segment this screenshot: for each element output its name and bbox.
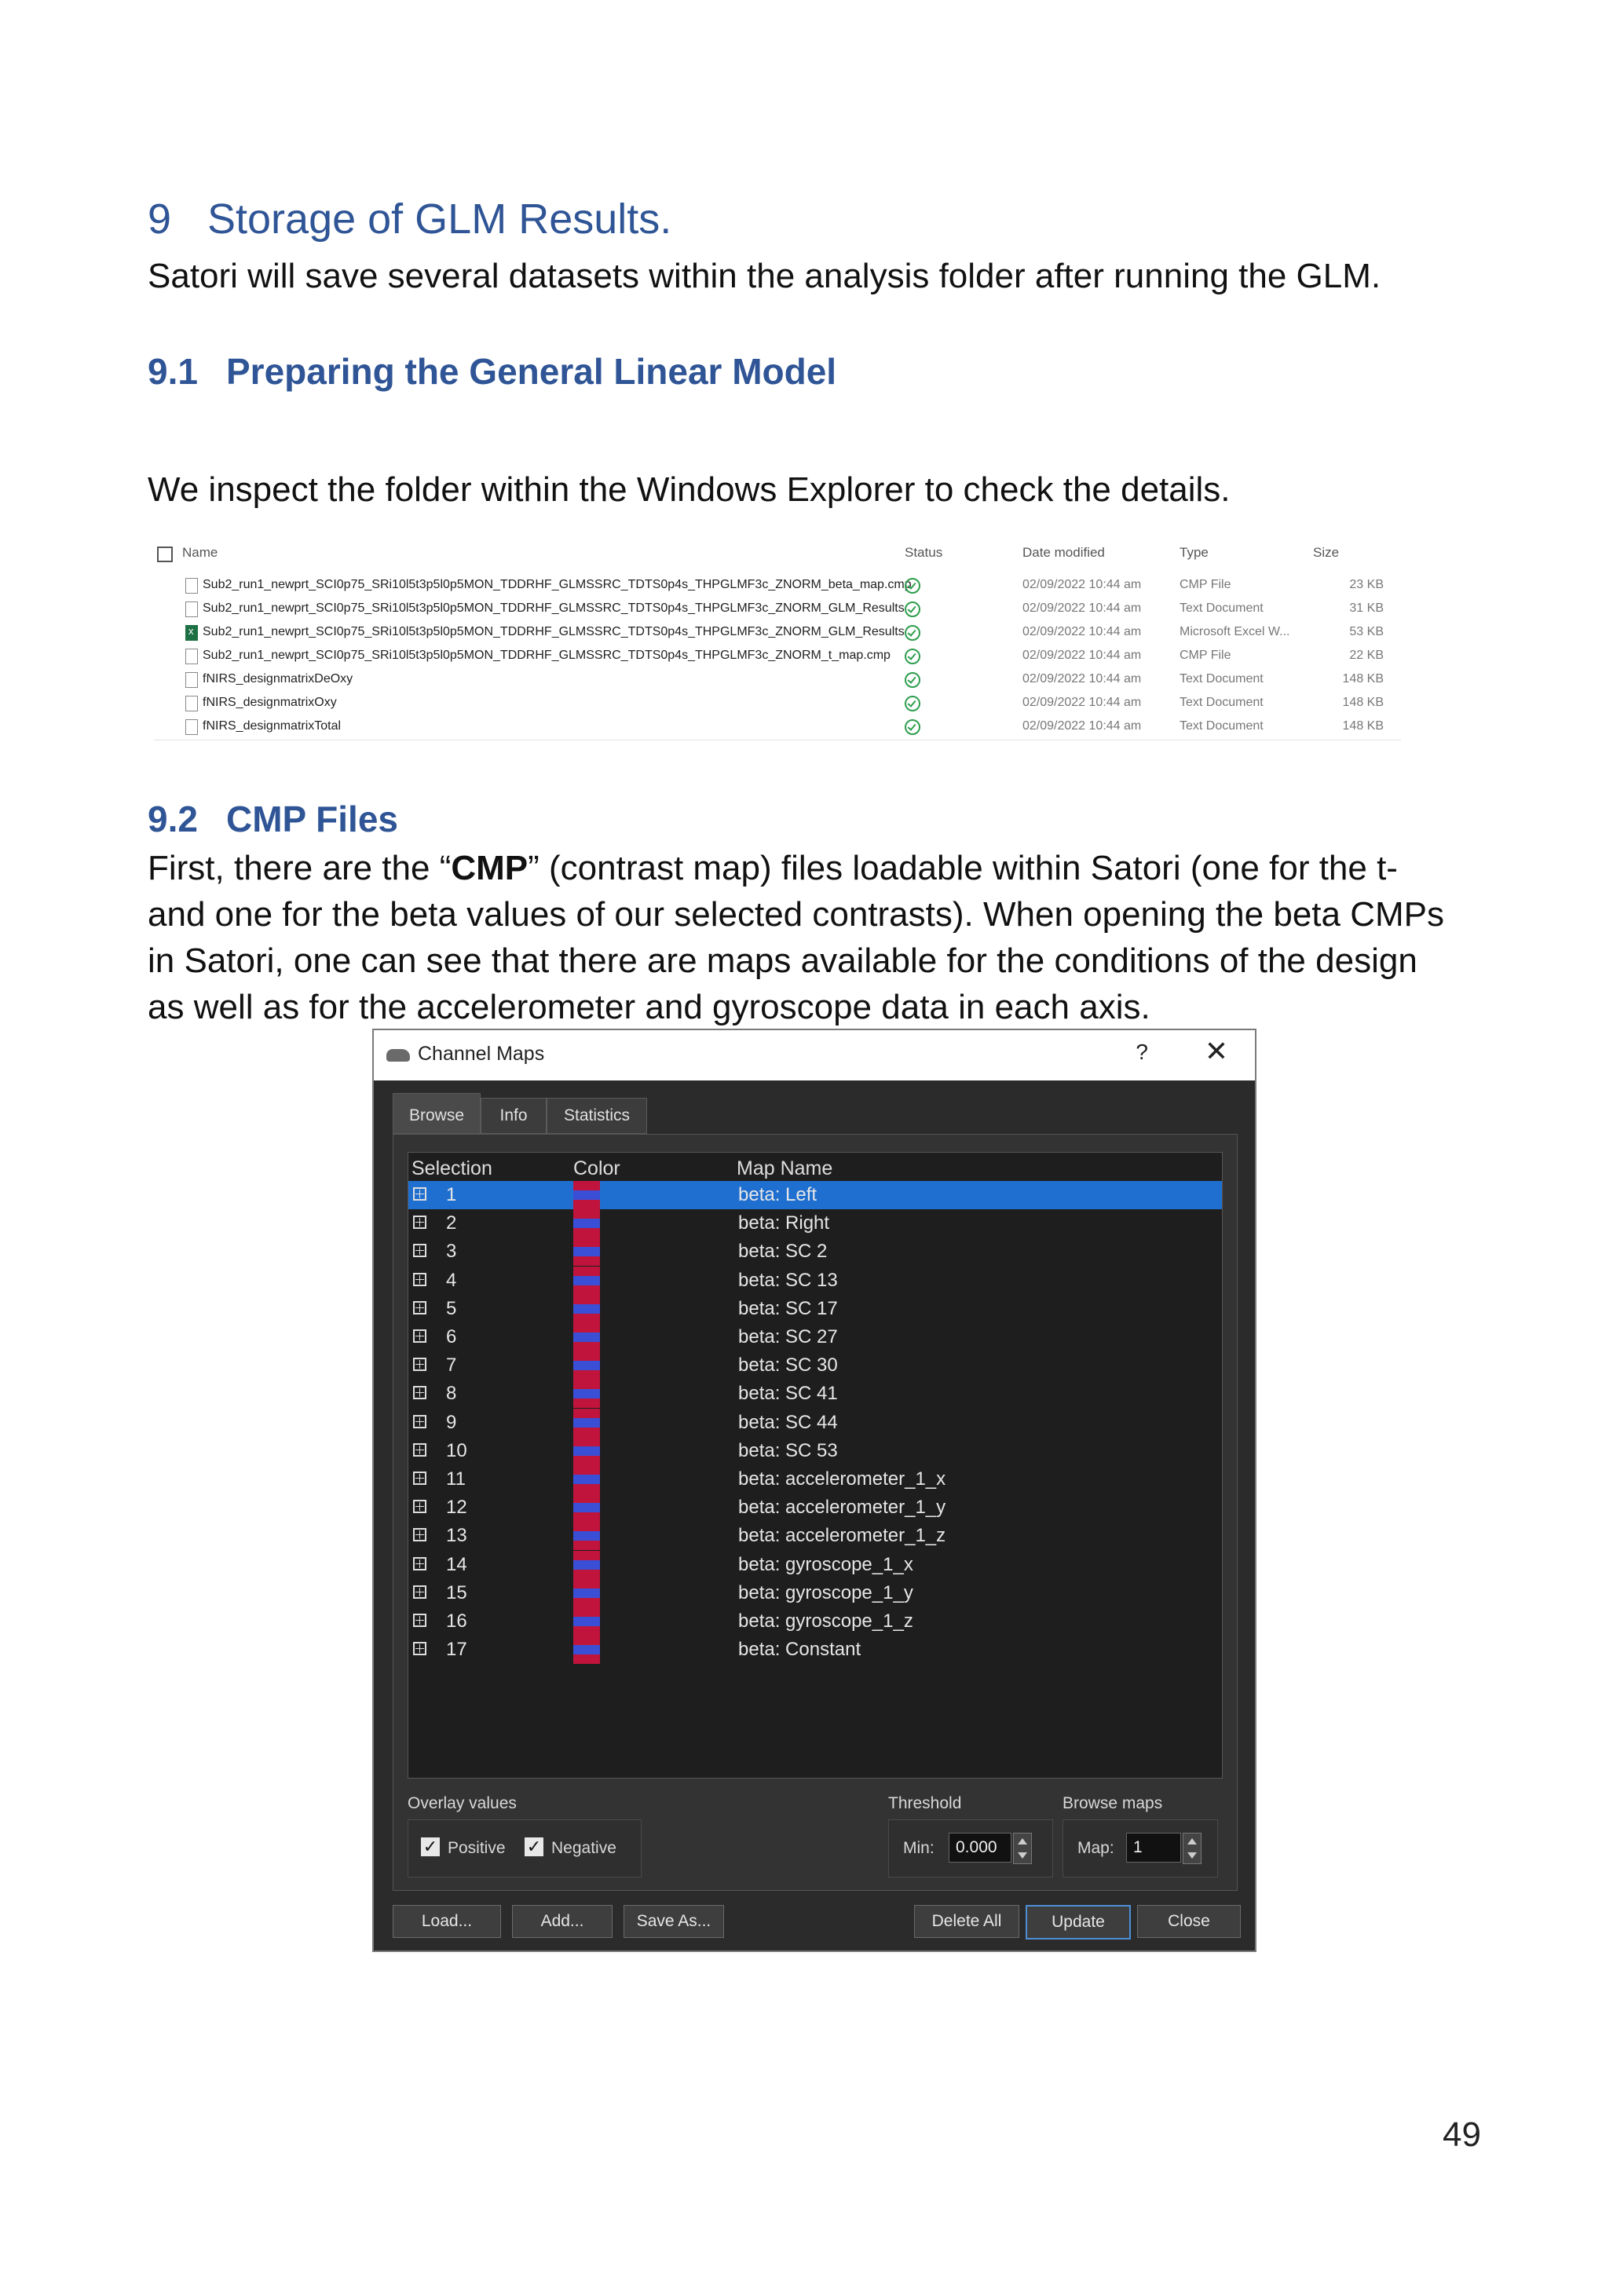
threshold-label: Threshold xyxy=(888,1794,962,1812)
file-row[interactable] xyxy=(154,600,1401,623)
column-type[interactable]: Type xyxy=(1180,545,1209,560)
section-9-1-title: Preparing the General Linear Model xyxy=(226,351,837,392)
positive-checkbox[interactable]: ✓ xyxy=(421,1837,440,1856)
map-number: 3 xyxy=(446,1241,457,1263)
expand-icon[interactable] xyxy=(413,1614,426,1627)
min-threshold-input[interactable]: 0.000 xyxy=(949,1833,1011,1863)
map-spin-arrows[interactable] xyxy=(1183,1833,1202,1864)
line1-pre: First, there are the “ xyxy=(148,849,452,887)
page-number: 49 xyxy=(1443,2115,1481,2154)
map-number: 9 xyxy=(446,1411,457,1433)
file-size: 148 KB xyxy=(1342,696,1384,709)
column-status[interactable]: Status xyxy=(905,545,943,560)
map-number: 1 xyxy=(446,1184,457,1205)
file-name: Sub2_run1_newprt_SCI0p75_SRi10l5t3p5l0p5MON_TDDRHF_GLMSSRC_TDTS0p4s_THPGLMF3c_ZNORM_beta_map.cmp xyxy=(203,578,912,591)
map-row[interactable] xyxy=(408,1295,1222,1323)
map-index-input[interactable]: 1 xyxy=(1126,1833,1181,1863)
dialog-titlebar xyxy=(374,1030,1255,1080)
map-number: 15 xyxy=(446,1581,467,1603)
section-9-title: Storage of GLM Results. xyxy=(207,196,672,243)
file-date: 02/09/2022 10:44 am xyxy=(1022,719,1142,733)
add-button[interactable]: Add... xyxy=(512,1905,613,1938)
expand-icon[interactable] xyxy=(413,1500,426,1513)
color-swatch[interactable] xyxy=(573,1181,600,1209)
file-type: CMP File xyxy=(1180,649,1231,662)
expand-icon[interactable] xyxy=(413,1329,426,1343)
file-size: 23 KB xyxy=(1349,578,1384,591)
map-row[interactable] xyxy=(408,1522,1222,1550)
app-icon xyxy=(386,1049,410,1062)
file-name: fNIRS_designmatrixTotal xyxy=(203,719,342,733)
map-name: beta: SC 17 xyxy=(738,1297,838,1319)
file-date: 02/09/2022 10:44 am xyxy=(1022,672,1142,686)
delete-all-button[interactable]: Delete All xyxy=(914,1905,1019,1938)
close-icon[interactable]: ✕ xyxy=(1204,1035,1228,1067)
column-date-modified[interactable]: Date modified xyxy=(1022,545,1105,560)
file-size: 148 KB xyxy=(1342,672,1384,686)
file-row[interactable] xyxy=(154,647,1401,671)
file-name: fNIRS_designmatrixOxy xyxy=(203,696,337,709)
expand-icon[interactable] xyxy=(413,1415,426,1428)
map-number: 11 xyxy=(446,1468,466,1490)
min-label: Min: xyxy=(903,1839,935,1857)
map-row[interactable] xyxy=(408,1238,1222,1266)
text-file-icon xyxy=(185,696,198,711)
section-9-2-heading xyxy=(148,798,398,840)
map-number: 16 xyxy=(446,1610,467,1632)
column-name[interactable]: Name xyxy=(182,545,218,560)
map-row[interactable] xyxy=(408,1380,1222,1408)
sync-ok-icon xyxy=(905,601,920,617)
paragraph-line-4: as well as for the accelerometer and gyroscope data in each axis. xyxy=(148,988,1150,1026)
expand-icon[interactable] xyxy=(413,1642,426,1655)
map-number: 2 xyxy=(446,1212,457,1234)
color-swatch[interactable] xyxy=(573,1579,600,1607)
select-all-checkbox[interactable] xyxy=(157,547,173,562)
overlay-values-label: Overlay values xyxy=(408,1794,517,1812)
color-swatch[interactable] xyxy=(573,1209,600,1238)
column-map-name[interactable]: Map Name xyxy=(737,1157,833,1179)
color-swatch[interactable] xyxy=(573,1636,600,1664)
file-size: 22 KB xyxy=(1349,649,1384,662)
map-label: Map: xyxy=(1077,1839,1114,1857)
map-row[interactable] xyxy=(408,1437,1222,1465)
negative-label: Negative xyxy=(551,1839,616,1857)
map-name: beta: SC 13 xyxy=(738,1269,838,1291)
file-date: 02/09/2022 10:44 am xyxy=(1022,601,1142,615)
file-size: 53 KB xyxy=(1349,625,1384,638)
file-name: Sub2_run1_newprt_SCI0p75_SRi10l5t3p5l0p5MON_TDDRHF_GLMSSRC_TDTS0p4s_THPGLMF3c_ZNORM_t_map.cmp xyxy=(203,649,891,662)
sync-ok-icon xyxy=(905,649,920,664)
text-file-icon xyxy=(185,601,198,617)
file-date: 02/09/2022 10:44 am xyxy=(1022,625,1142,638)
expand-icon[interactable] xyxy=(413,1273,426,1286)
update-button[interactable]: Update xyxy=(1026,1905,1131,1940)
paragraph-line-1 xyxy=(148,845,1498,891)
file-row[interactable] xyxy=(154,576,1401,600)
threshold-group xyxy=(888,1819,1053,1877)
file-row[interactable] xyxy=(154,718,1401,741)
color-swatch[interactable] xyxy=(573,1409,600,1437)
sync-ok-icon xyxy=(905,625,920,641)
color-swatch[interactable] xyxy=(573,1380,600,1408)
expand-icon[interactable] xyxy=(413,1386,426,1399)
color-swatch[interactable] xyxy=(573,1323,600,1351)
color-swatch[interactable] xyxy=(573,1351,600,1380)
map-row[interactable] xyxy=(408,1607,1222,1636)
explorer-header xyxy=(154,540,1401,569)
map-name: beta: accelerometer_1_z xyxy=(738,1525,946,1547)
expand-icon[interactable] xyxy=(413,1585,426,1599)
paragraph-line-3: in Satori, one can see that there are maps available for the conditions of the design xyxy=(148,941,1417,980)
section-9-intro: Satori will save several datasets within the analysis folder after running the GLM. xyxy=(148,257,1381,295)
color-swatch[interactable] xyxy=(573,1295,600,1323)
file-row[interactable] xyxy=(154,694,1401,718)
map-number: 13 xyxy=(446,1525,467,1547)
section-9-heading xyxy=(148,195,671,243)
section-9-2-number: 9.2 xyxy=(148,799,198,839)
section-9-1-text: We inspect the folder within the Windows Explorer to check the details. xyxy=(148,470,1231,509)
map-row[interactable] xyxy=(408,1351,1222,1380)
map-row[interactable] xyxy=(408,1493,1222,1522)
map-row[interactable] xyxy=(408,1181,1222,1209)
sync-ok-icon xyxy=(905,578,920,594)
color-swatch[interactable] xyxy=(573,1238,600,1266)
file-type: Text Document xyxy=(1180,601,1264,615)
overlay-values-group xyxy=(408,1819,642,1877)
map-number: 6 xyxy=(446,1326,457,1347)
text-file-icon xyxy=(185,719,198,735)
map-name: beta: gyroscope_1_y xyxy=(738,1581,913,1603)
color-swatch[interactable] xyxy=(573,1267,600,1295)
map-name: beta: Right xyxy=(738,1212,830,1234)
file-date: 02/09/2022 10:44 am xyxy=(1022,649,1142,662)
sync-ok-icon xyxy=(905,672,920,688)
map-name: beta: gyroscope_1_x xyxy=(738,1553,913,1575)
map-number: 14 xyxy=(446,1553,467,1575)
color-swatch[interactable] xyxy=(573,1522,600,1550)
save-as-button[interactable]: Save As... xyxy=(624,1905,724,1938)
file-size: 31 KB xyxy=(1349,601,1384,615)
file-row[interactable] xyxy=(154,671,1401,694)
file-type: Text Document xyxy=(1180,719,1264,733)
tab-browse[interactable]: Browse xyxy=(393,1093,481,1134)
color-swatch[interactable] xyxy=(573,1607,600,1636)
map-row[interactable] xyxy=(408,1409,1222,1437)
file-type: CMP File xyxy=(1180,578,1231,591)
file-type: Text Document xyxy=(1180,672,1264,686)
map-row[interactable] xyxy=(408,1579,1222,1607)
column-selection[interactable]: Selection xyxy=(411,1157,492,1179)
browse-maps-group xyxy=(1063,1819,1218,1877)
section-9-2-title: CMP Files xyxy=(226,799,398,839)
expand-icon[interactable] xyxy=(413,1443,426,1457)
sync-ok-icon xyxy=(905,696,920,711)
sync-ok-icon xyxy=(905,719,920,735)
expand-icon[interactable] xyxy=(413,1358,426,1371)
color-swatch[interactable] xyxy=(573,1437,600,1465)
map-number: 8 xyxy=(446,1383,457,1405)
min-spin-arrows[interactable] xyxy=(1013,1833,1032,1864)
color-swatch[interactable] xyxy=(573,1551,600,1579)
section-9-1-heading xyxy=(148,350,836,393)
column-color[interactable]: Color xyxy=(573,1157,620,1179)
map-name: beta: SC 53 xyxy=(738,1439,838,1461)
browse-maps-label: Browse maps xyxy=(1063,1794,1163,1812)
paragraph-line-2: and one for the beta values of our selected contrasts). When opening the beta CMPs xyxy=(148,895,1444,934)
file-row[interactable] xyxy=(154,623,1401,647)
file-name: Sub2_run1_newprt_SCI0p75_SRi10l5t3p5l0p5MON_TDDRHF_GLMSSRC_TDTS0p4s_THPGLMF3c_ZNORM_GLM_Results xyxy=(203,625,905,638)
color-swatch[interactable] xyxy=(573,1493,600,1522)
file-size: 148 KB xyxy=(1342,719,1384,733)
map-row[interactable] xyxy=(408,1323,1222,1351)
map-number: 7 xyxy=(446,1355,457,1377)
file-date: 02/09/2022 10:44 am xyxy=(1022,578,1142,591)
map-name: beta: SC 30 xyxy=(738,1355,838,1377)
browse-panel xyxy=(393,1134,1238,1891)
map-name: beta: accelerometer_1_y xyxy=(738,1497,946,1519)
dialog-title: Channel Maps xyxy=(418,1043,545,1065)
column-size[interactable]: Size xyxy=(1313,545,1340,560)
positive-label: Positive xyxy=(448,1839,506,1857)
map-row[interactable] xyxy=(408,1267,1222,1295)
file-type: Microsoft Excel W... xyxy=(1180,625,1290,638)
map-row[interactable] xyxy=(408,1636,1222,1664)
cmp-bold: CMP xyxy=(451,849,529,887)
map-name: beta: gyroscope_1_z xyxy=(738,1610,913,1632)
expand-icon[interactable] xyxy=(413,1528,426,1541)
expand-icon[interactable] xyxy=(413,1216,426,1229)
expand-icon[interactable] xyxy=(413,1301,426,1314)
file-icon xyxy=(185,649,198,664)
explorer-file-list xyxy=(154,540,1401,744)
channel-maps-dialog xyxy=(372,1029,1256,1952)
map-number: 12 xyxy=(446,1497,467,1519)
section-9-number: 9 xyxy=(148,196,172,243)
tab-info[interactable]: Info xyxy=(481,1098,547,1134)
map-table-header xyxy=(408,1153,1222,1179)
map-name: beta: SC 2 xyxy=(738,1241,828,1263)
map-name: beta: SC 44 xyxy=(738,1411,838,1433)
map-name: beta: accelerometer_1_x xyxy=(738,1468,946,1490)
color-swatch[interactable] xyxy=(573,1465,600,1493)
map-table xyxy=(408,1152,1223,1779)
negative-checkbox[interactable]: ✓ xyxy=(525,1837,543,1856)
map-row[interactable] xyxy=(408,1551,1222,1579)
section-9-1-number: 9.1 xyxy=(148,351,198,392)
expand-icon[interactable] xyxy=(413,1557,426,1570)
map-name: beta: Left xyxy=(738,1184,817,1205)
load-button[interactable]: Load... xyxy=(393,1905,501,1938)
tab-statistics[interactable]: Statistics xyxy=(547,1098,647,1134)
map-row[interactable] xyxy=(408,1465,1222,1493)
file-name: Sub2_run1_newprt_SCI0p75_SRi10l5t3p5l0p5MON_TDDRHF_GLMSSRC_TDTS0p4s_THPGLMF3c_ZNORM_GLM_Results xyxy=(203,601,905,615)
expand-icon[interactable] xyxy=(413,1472,426,1485)
line1-post: ” (contrast map) files loadable within Satori (one for the t- xyxy=(528,849,1398,887)
text-file-icon xyxy=(185,672,198,688)
excel-file-icon xyxy=(185,625,198,641)
map-number: 17 xyxy=(446,1639,467,1661)
close-button[interactable]: Close xyxy=(1137,1905,1241,1938)
map-name: beta: SC 41 xyxy=(738,1383,838,1405)
map-number: 4 xyxy=(446,1269,457,1291)
map-number: 10 xyxy=(446,1439,467,1461)
map-name: beta: SC 27 xyxy=(738,1326,838,1347)
file-date: 02/09/2022 10:44 am xyxy=(1022,696,1142,709)
expand-icon[interactable] xyxy=(413,1187,426,1201)
file-type: Text Document xyxy=(1180,696,1264,709)
map-name: beta: Constant xyxy=(738,1639,861,1661)
expand-icon[interactable] xyxy=(413,1244,426,1257)
help-button[interactable]: ? xyxy=(1136,1040,1148,1064)
file-icon xyxy=(185,578,198,594)
map-number: 5 xyxy=(446,1297,457,1319)
map-row[interactable] xyxy=(408,1209,1222,1238)
file-name: fNIRS_designmatrixDeOxy xyxy=(203,672,353,686)
section-9-2-paragraph xyxy=(148,845,1498,1030)
